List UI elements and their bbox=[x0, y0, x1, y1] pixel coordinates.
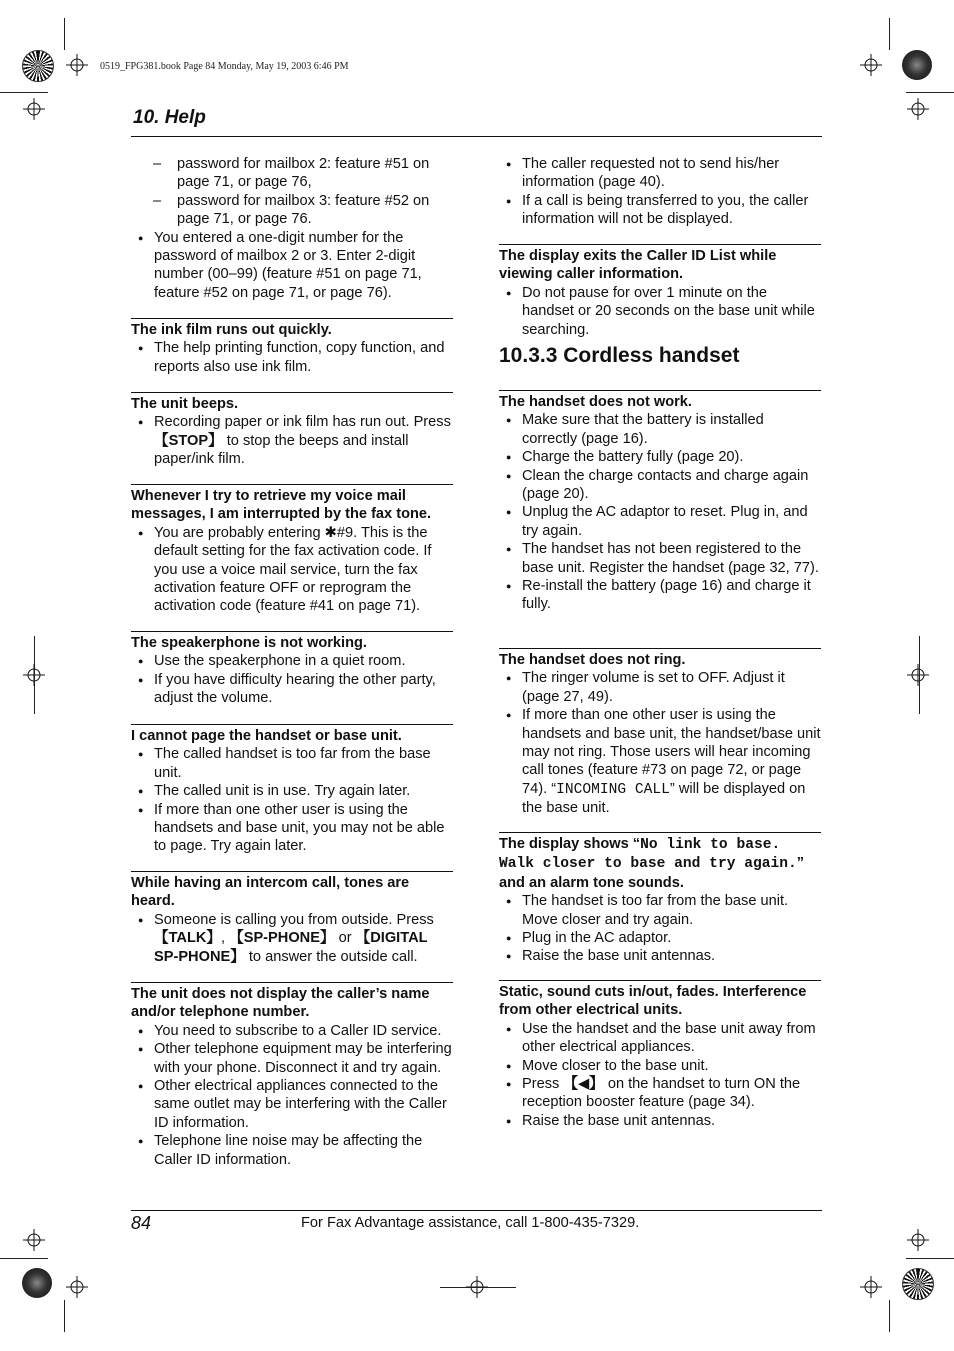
list-item: ● Raise the base unit antennas. bbox=[499, 1112, 821, 1130]
trouble-caller-id-list-exit bbox=[499, 244, 821, 339]
list-item: ● Move closer to the base unit. bbox=[499, 1057, 821, 1075]
list-item: ● You are probably entering ✱#9. This is the default setting for the fax activation code. If you use a voice mail service, turn the fax activation feature OFF or reprogram the activation code (feature #41 on page 71). bbox=[131, 524, 453, 616]
list-item: ● Do not pause for over 1 minute on the handset or 20 seconds on the base unit while searching. bbox=[499, 284, 821, 339]
footer-assistance-text: For Fax Advantage assistance, call 1-800-435-7329. bbox=[301, 1215, 640, 1231]
caller-id-continued bbox=[499, 155, 821, 229]
trouble-caller-id-display bbox=[131, 982, 453, 1169]
list-item: ● Use the handset and the base unit away from other electrical appliances. bbox=[499, 1020, 821, 1057]
list-item: ● Someone is calling you from outside. Press 【TALK】, 【SP-PHONE】 or 【DIGITAL SP-PHONE】 to answer the outside call. bbox=[131, 911, 453, 966]
list-item: ● The caller requested not to send his/her information (page 40). bbox=[499, 155, 821, 192]
trouble-speakerphone bbox=[131, 631, 453, 708]
list-item: ● The handset is too far from the base unit. Move closer and try again. bbox=[499, 892, 821, 929]
trouble-paging bbox=[131, 724, 453, 856]
left-arrow-key-label: 【◀】 bbox=[563, 1076, 604, 1093]
trouble-interference bbox=[499, 980, 821, 1130]
footer-rule bbox=[131, 1210, 822, 1211]
crop-line bbox=[906, 1258, 954, 1259]
list-item: – password for mailbox 2: feature #51 on page 71, or page 76, bbox=[131, 155, 453, 192]
list-item: ● The called handset is too far from the base unit. bbox=[131, 745, 453, 782]
list-item: ● Charge the battery fully (page 20). bbox=[499, 448, 821, 466]
trouble-unit-beeps bbox=[131, 392, 453, 469]
list-item: ● Make sure that the battery is installed correctly (page 16). bbox=[499, 411, 821, 448]
list-item: ● Recording paper or ink film has run out. Press 【STOP】 to stop the beeps and install paper/ink film. bbox=[131, 413, 453, 468]
registration-dot-bottom-right bbox=[902, 1268, 934, 1300]
section-header: 10. Help bbox=[133, 107, 206, 128]
list-item: ● The called unit is in use. Try again later. bbox=[131, 782, 453, 800]
list-item: ● Telephone line noise may be affecting the Caller ID information. bbox=[131, 1132, 453, 1169]
crosshair-mark-right-middle bbox=[907, 664, 929, 686]
list-item: ● If a call is being transferred to you, the caller information will not be displayed. bbox=[499, 192, 821, 229]
registration-dot-bottom-left bbox=[22, 1268, 52, 1298]
trouble-heading: The unit beeps. bbox=[131, 396, 239, 412]
trouble-heading: The display exits the Caller ID List while viewing caller information. bbox=[499, 248, 777, 283]
trouble-heading: I cannot page the handset or base unit. bbox=[131, 728, 402, 744]
crop-line bbox=[34, 636, 35, 714]
list-item: ● Clean the charge contacts and charge again (page 20). bbox=[499, 467, 821, 504]
crosshair-mark-right-upper bbox=[907, 98, 929, 120]
crop-line bbox=[919, 636, 920, 714]
list-item: ● Re-install the battery (page 16) and charge it fully. bbox=[499, 577, 821, 614]
list-item: ● Raise the base unit antennas. bbox=[499, 947, 821, 965]
crop-line bbox=[889, 18, 890, 50]
list-item: ● Plug in the AC adaptor. bbox=[499, 929, 821, 947]
crosshair-mark-top-right bbox=[860, 54, 882, 76]
trouble-heading: Static, sound cuts in/out, fades. Interference from other electrical units. bbox=[499, 984, 807, 1019]
trouble-heading: The handset does not work. bbox=[499, 394, 692, 410]
trouble-heading: Whenever I try to retrieve my voice mail messages, I am interrupted by the fax tone. bbox=[131, 488, 432, 523]
star-icon: ✱ bbox=[324, 524, 337, 541]
list-item: ● If more than one other user is using the handsets and base unit, the handset/base unit may not ring. Those users will hear incoming call tones (feature #73 on page 72, or page 74). “INCOMING CALL” will be displayed on the base unit. bbox=[499, 706, 821, 817]
trouble-no-link bbox=[499, 832, 821, 966]
list-item: – password for mailbox 3: feature #52 on page 71, or page 76. bbox=[131, 192, 453, 229]
subsection-title: 10.3.3 Cordless handset bbox=[499, 344, 740, 367]
crop-line bbox=[0, 92, 48, 93]
list-item: ● Use the speakerphone in a quiet room. bbox=[131, 652, 453, 670]
display-message: No link to base. Walk closer to base and try again. bbox=[499, 837, 797, 873]
crop-line bbox=[64, 1300, 65, 1332]
print-slug: 0519_FPG381.book Page 84 Monday, May 19, 2003 6:46 PM bbox=[100, 61, 349, 72]
digital-sp-phone-key-label: 【DIGITAL SP-PHONE】 bbox=[154, 930, 428, 965]
crop-line bbox=[889, 1300, 890, 1332]
trouble-heading: The handset does not ring. bbox=[499, 652, 686, 668]
list-item: ● The help printing function, copy function, and reports also use ink film. bbox=[131, 339, 453, 376]
list-item: ● Unplug the AC adaptor to reset. Plug in, and try again. bbox=[499, 503, 821, 540]
stop-key-label: 【STOP】 bbox=[154, 432, 223, 449]
trouble-ink-film bbox=[131, 318, 453, 376]
crop-line bbox=[0, 1258, 48, 1259]
list-item: ● Other electrical appliances connected to the same outlet may be interfering with the Caller ID information. bbox=[131, 1077, 453, 1132]
crosshair-mark-right-lower bbox=[907, 1229, 929, 1251]
talk-key-label: 【TALK】 bbox=[154, 930, 222, 947]
trouble-heading: The unit does not display the caller’s name and/or telephone number. bbox=[131, 986, 430, 1021]
crop-line bbox=[64, 18, 65, 50]
crosshair-mark-bottom-left bbox=[66, 1276, 88, 1298]
page-number: 84 bbox=[131, 1213, 152, 1233]
crosshair-mark-top-left bbox=[66, 54, 88, 76]
trouble-heading: While having an intercom call, tones are heard. bbox=[131, 875, 410, 910]
list-item: ● You need to subscribe to a Caller ID service. bbox=[131, 1022, 453, 1040]
crosshair-mark-left-lower bbox=[23, 1229, 45, 1251]
crosshair-mark-bottom-right bbox=[860, 1276, 882, 1298]
list-item: ● The ringer volume is set to OFF. Adjust it (page 27, 49). bbox=[499, 669, 821, 706]
list-item: ● If more than one other user is using the handsets and base unit, you may not be able to page. Try again later. bbox=[131, 801, 453, 856]
list-item: ● You entered a one-digit number for the password of mailbox 2 or 3. Enter 2-digit number (00–99) (feature #51 on page 71, feature #52 on page 71, or page 76). bbox=[131, 229, 453, 303]
list-item: ● The handset has not been registered to the base unit. Register the handset (page 32, 77). bbox=[499, 540, 821, 577]
crop-line bbox=[906, 92, 954, 93]
registration-dot-top-left bbox=[22, 50, 54, 82]
header-rule bbox=[131, 136, 822, 137]
trouble-intercom-tones bbox=[131, 871, 453, 966]
display-message: INCOMING CALL bbox=[556, 781, 670, 798]
trouble-heading: The display shows “No link to base. Walk closer to base and try again.” and an alarm tone sounds. bbox=[499, 836, 805, 891]
trouble-handset-no-ring bbox=[499, 648, 821, 818]
list-item: ● If you have difficulty hearing the other party, adjust the volume. bbox=[131, 671, 453, 708]
crosshair-mark-left-upper bbox=[23, 98, 45, 120]
trouble-handset-not-working bbox=[499, 390, 821, 614]
list-item: ● Press 【◀】 on the handset to turn ON the reception booster feature (page 34). bbox=[499, 1075, 821, 1112]
trouble-voice-mail bbox=[131, 484, 453, 616]
crop-line bbox=[440, 1287, 516, 1288]
registration-dot-top-right bbox=[902, 50, 932, 80]
mailbox-password-continued bbox=[131, 155, 453, 302]
trouble-heading: The speakerphone is not working. bbox=[131, 635, 367, 651]
sp-phone-key-label: 【SP-PHONE】 bbox=[229, 930, 335, 947]
list-item: ● Other telephone equipment may be interfering with your phone. Disconnect it and try again. bbox=[131, 1040, 453, 1077]
trouble-heading: The ink film runs out quickly. bbox=[131, 322, 332, 338]
